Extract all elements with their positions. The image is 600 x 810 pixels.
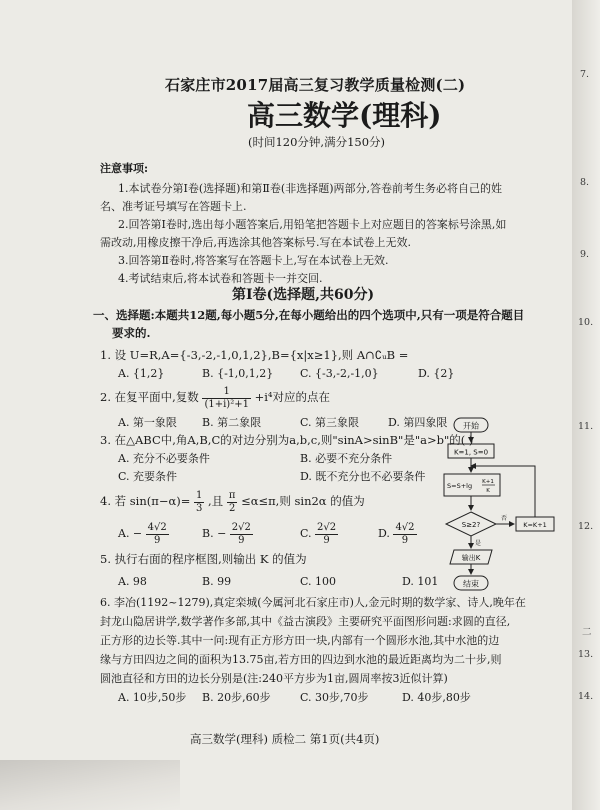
flowchart-init-label: K=1, S=0 bbox=[453, 448, 489, 457]
question-3-option-c: C. 充要条件 bbox=[118, 470, 178, 483]
note-line: 3.回答第Ⅱ卷时,将答案写在答题卡上,写在本试卷上无效. bbox=[118, 254, 389, 267]
flowchart-update-denominator: K bbox=[486, 488, 490, 494]
note-line: 1.本试卷分第Ⅰ卷(选择题)和第Ⅱ卷(非选择题)两部分,答卷前考生务必将自己的姓 bbox=[118, 182, 502, 195]
question-6-line: 封龙山隐居讲学,数学著作多部,其中《益古演段》主要研究平面图形问题:求圆的直径, bbox=[100, 615, 511, 628]
question-2-option-a: A. 第一象限 bbox=[118, 416, 177, 429]
question-4-stem-mid: ,且 bbox=[208, 494, 224, 508]
question-1-option-c: C. {-3,-2,-1,0} bbox=[300, 367, 379, 380]
fraction-numerator: 2√2 bbox=[231, 522, 251, 533]
option-label: A. − bbox=[118, 527, 143, 540]
exam-title: 石家庄市2017届高三复习教学质量检测(二) bbox=[165, 76, 466, 94]
option-fraction bbox=[230, 522, 253, 546]
option-label: C. bbox=[300, 527, 312, 540]
note-line: 名、准考证号填写在答题卡上. bbox=[100, 200, 247, 213]
question-1-option-a: A. {1,2} bbox=[118, 367, 165, 380]
question-6-line: 6. 李冶(1192~1279),真定栾城(今属河北石家庄市)人,金元时期的数学家、诗人,晚年在 bbox=[100, 596, 526, 609]
notes-title: 注意事项: bbox=[100, 162, 149, 175]
question-4-stem-pre: 4. 若 sin(π−α)= bbox=[100, 494, 191, 508]
note-line: 2.回答第Ⅰ卷时,选出每小题答案后,用铅笔把答题卡上对应题目的答案标号涂黑,如 bbox=[118, 218, 507, 231]
next-page-edge bbox=[572, 0, 600, 810]
question-4-fraction-1 bbox=[194, 490, 204, 514]
flowchart-yes-label: 是 bbox=[475, 540, 482, 547]
margin-number: 14. bbox=[578, 691, 594, 702]
fraction-denominator: 2 bbox=[228, 502, 236, 514]
question-1-option-d: D. {2} bbox=[418, 367, 455, 380]
flowchart-update-numerator: K+1 bbox=[482, 479, 494, 485]
margin-number: 13. bbox=[578, 649, 594, 660]
margin-number: 二 bbox=[582, 627, 592, 638]
option-label: D. bbox=[378, 527, 390, 540]
flowchart-condition-label: S≥2? bbox=[461, 521, 481, 529]
question-1-stem: 1. 设 U=R,A={-3,-2,-1,0,1,2},B={x|x≥1},则 A∩∁ᵤB = bbox=[100, 348, 409, 362]
question-5-option-a: A. 98 bbox=[118, 575, 147, 588]
option-fraction bbox=[146, 522, 169, 546]
question-1-option-b: B. {-1,0,1,2} bbox=[202, 367, 274, 380]
margin-number: 9. bbox=[580, 249, 590, 260]
fraction-numerator: 1 bbox=[196, 490, 203, 501]
option-fraction bbox=[393, 522, 416, 546]
question-6-option-c: C. 30步,70步 bbox=[300, 691, 369, 704]
question-4-fraction-2 bbox=[227, 490, 238, 514]
flowchart-increment-label: K=K+1 bbox=[523, 521, 547, 529]
note-line: 需改动,用橡皮擦干净后,再选涂其他答案标号.写在本试卷上无效. bbox=[100, 236, 411, 249]
fraction-denominator: 9 bbox=[154, 534, 161, 546]
question-5-option-b: B. 99 bbox=[202, 575, 232, 588]
margin-number: 7. bbox=[580, 69, 590, 80]
question-6-line: 正方形的边长等.其中一问:现有正方形方田一块,内部有一个圆形水池,其中水池的边 bbox=[100, 634, 500, 647]
question-5-stem: 5. 执行右面的程序框图,则输出 K 的值为 bbox=[100, 552, 307, 566]
flowchart-output-label: 输出K bbox=[461, 554, 481, 562]
fraction-numerator: π bbox=[228, 490, 236, 501]
note-line: 4.考试结束后,将本试卷和答题卡一并交回. bbox=[118, 272, 323, 285]
margin-number: 10. bbox=[578, 317, 594, 328]
question-6-option-d: D. 40步,80步 bbox=[402, 691, 471, 704]
question-4-option-b bbox=[202, 522, 253, 546]
option-fraction bbox=[315, 522, 338, 546]
fraction-denominator: 9 bbox=[323, 534, 330, 546]
margin-number: 11. bbox=[578, 421, 594, 432]
question-4-stem bbox=[100, 490, 365, 514]
fraction-numerator: 4√2 bbox=[395, 522, 415, 533]
question-6-line: 圆池直径和方田的边长分别是(注:240平方步为1亩,圆周率按3近似计算) bbox=[100, 672, 448, 685]
question-2-fraction bbox=[202, 386, 251, 410]
section-intro: 要求的. bbox=[112, 326, 151, 340]
page-fold-shadow bbox=[0, 760, 180, 810]
fraction-denominator: 3 bbox=[196, 502, 203, 514]
question-6-option-b: B. 20步,60步 bbox=[202, 691, 271, 704]
question-5-option-d: D. 101 bbox=[402, 575, 439, 588]
fraction-denominator: 9 bbox=[401, 534, 409, 546]
flowchart-update-label: S=S+lg bbox=[447, 482, 473, 490]
section-title: 第Ⅰ卷(选择题,共60分) bbox=[232, 287, 375, 303]
question-4-option-a bbox=[118, 522, 169, 546]
margin-number: 12. bbox=[578, 521, 594, 532]
program-flowchart bbox=[438, 414, 560, 594]
question-2-stem bbox=[100, 386, 330, 410]
flowchart-no-label: 否 bbox=[501, 515, 508, 522]
question-2-stem-post: +i⁴对应的点在 bbox=[254, 390, 331, 404]
time-info: (时间120分钟,满分150分) bbox=[248, 135, 386, 149]
question-4-stem-post: ≤α≤π,则 sin2α 的值为 bbox=[241, 494, 365, 508]
question-3-option-b: B. 必要不充分条件 bbox=[300, 452, 393, 465]
subject-title: 高三数学(理科) bbox=[247, 99, 442, 132]
question-6-option-a: A. 10步,50步 bbox=[118, 691, 187, 704]
option-label: B. − bbox=[202, 527, 227, 540]
question-2-option-b: B. 第二象限 bbox=[202, 416, 262, 429]
fraction-numerator: 1 bbox=[202, 386, 251, 399]
question-3-stem: 3. 在△ABC中,角A,B,C的对边分别为a,b,c,则"sinA>sinB"是"a>b"的( ) bbox=[100, 433, 474, 447]
question-4-option-c bbox=[300, 522, 338, 546]
fraction-numerator: 4√2 bbox=[147, 522, 167, 533]
question-5-option-c: C. 100 bbox=[300, 575, 337, 588]
flowchart-start-label: 开始 bbox=[463, 421, 479, 431]
question-6-line: 缘与方田四边之间的面积为13.75亩,若方田的四边到水池的最近距离均为二十步,则 bbox=[100, 653, 502, 666]
question-3-option-a: A. 充分不必要条件 bbox=[118, 452, 210, 465]
section-intro: 一、选择题:本题共12题,每小题5分,在每小题给出的四个选项中,只有一项是符合题目 bbox=[93, 308, 525, 322]
question-2-stem-pre: 2. 在复平面中,复数 bbox=[100, 390, 199, 404]
fraction-denominator: 9 bbox=[238, 534, 245, 546]
question-3-option-d: D. 既不充分也不必要条件 bbox=[300, 470, 426, 483]
fraction-denominator: (1+i)²+1 bbox=[204, 398, 249, 410]
question-2-option-d: D. 第四象限 bbox=[388, 416, 448, 429]
fraction-numerator: 2√2 bbox=[317, 522, 337, 533]
flowchart-end-label: 结束 bbox=[463, 579, 479, 589]
margin-number: 8. bbox=[580, 177, 590, 188]
question-2-option-c: C. 第三象限 bbox=[300, 416, 360, 429]
question-4-option-d bbox=[378, 522, 417, 546]
page-footer: 高三数学(理科) 质检二 第1页(共4页) bbox=[190, 732, 380, 746]
